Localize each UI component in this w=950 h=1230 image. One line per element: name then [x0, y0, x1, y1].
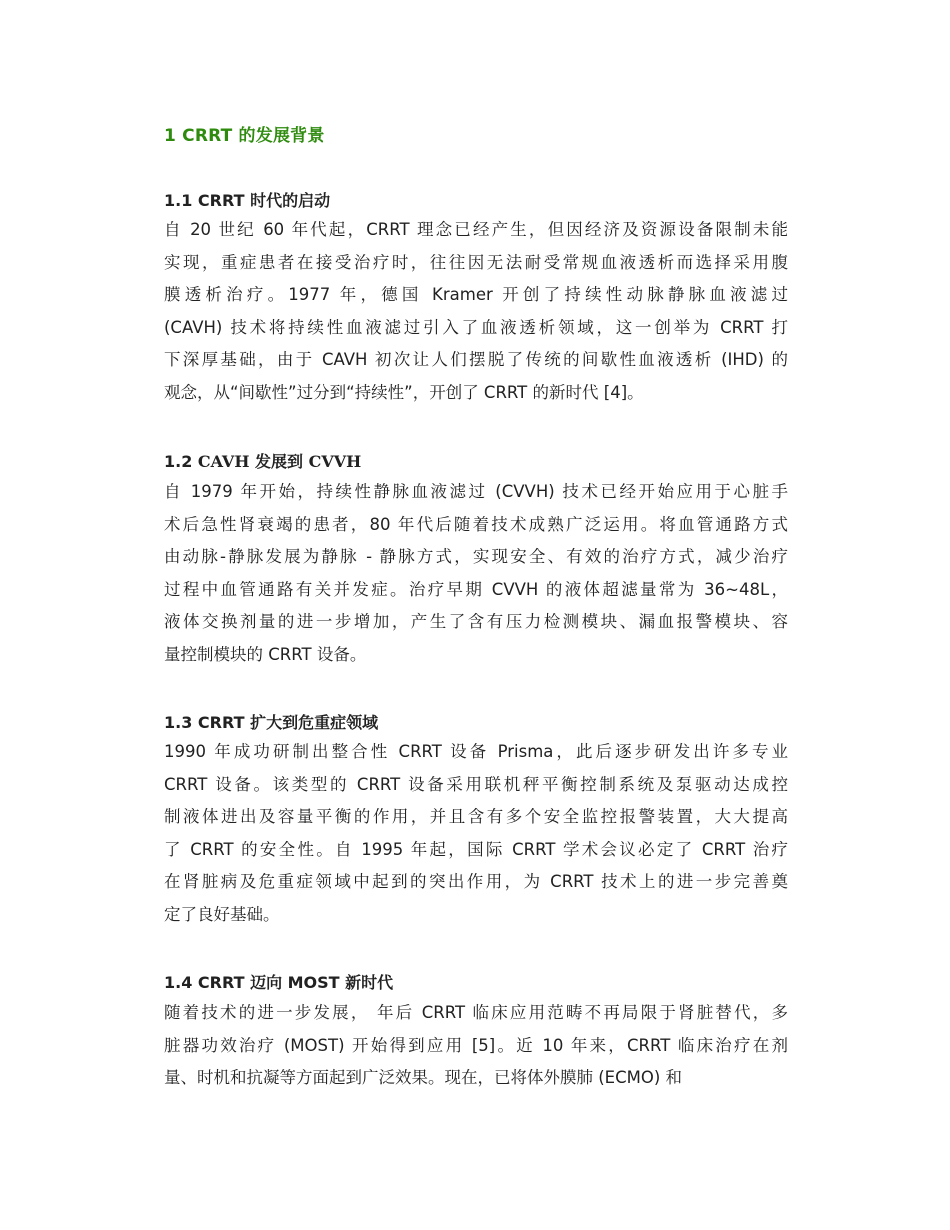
subsection-heading-1-3: 1.3 CRRT 扩大到危重症领域 — [164, 713, 379, 732]
paragraph-line: 膜透析治疗。1977 年，德国 Kramer 开创了持续性动脉静脉血液滤过 — [164, 285, 788, 304]
paragraph-line: (CAVH) 技术将持续性血液滤过引入了血液透析领域，这一创举为 CRRT 打 — [164, 317, 788, 337]
paragraph-1-3 — [164, 736, 788, 931]
paragraph-line: 脏器功效治疗 (MOST) 开始得到应用 [5]。近 10 年来，CRRT 临床治疗在剂 — [164, 1035, 788, 1055]
paragraph-1-2 — [164, 476, 788, 671]
paragraph-line: 自 1979 年开始，持续性静脉血液滤过 (CVVH) 技术已经开始应用于心脏手 — [164, 482, 788, 501]
paragraph-line: 定了良好基础。 — [164, 904, 280, 924]
paragraph-1-4 — [164, 997, 788, 1095]
paragraph-line: 术后急性肾衰竭的患者，80 年代后随着技术成熟广泛运用。将血管通路方式 — [164, 514, 788, 534]
paragraph-line: 随着技术的进一步发展， 年后 CRRT 临床应用范畴不再局限于肾脏替代，多 — [164, 1003, 788, 1022]
section-title: 1 CRRT 的发展背景 — [164, 126, 325, 146]
paragraph-line: 观念，从“间歇性”过分到“持续性”，开创了 CRRT 的新时代 [4]。 — [164, 382, 644, 402]
paragraph-line: 制液体进出及容量平衡的作用，并且含有多个安全监控报警装置，大大提高 — [164, 807, 788, 826]
paragraph-line: 液体交换剂量的进一步增加，产生了含有压力检测模块、漏血报警模块、容 — [164, 612, 788, 631]
paragraph-line: 在肾脏病及危重症领域中起到的突出作用，为 CRRT 技术上的进一步完善奠 — [164, 872, 788, 891]
subsection-heading-1-4: 1.4 CRRT 迈向 MOST 新时代 — [164, 973, 394, 992]
paragraph-line: 了 CRRT 的安全性。自 1995 年起，国际 CRRT 学术会议必定了 CRRT 治疗 — [164, 839, 788, 859]
paragraph-line: 自 20 世纪 60 年代起，CRRT 理念已经产生，但因经济及资源设备限制未能 — [164, 220, 788, 239]
paragraph-line: 下深厚基础，由于 CAVH 初次让人们摆脱了传统的间歇性血液透析 (IHD) 的 — [164, 350, 788, 369]
heading-number: 1.2 — [164, 452, 198, 471]
subsection-heading-1-2 — [164, 449, 361, 472]
paragraph-line: CRRT 设备。该类型的 CRRT 设备采用联机秤平衡控制系统及泵驱动达成控 — [164, 774, 788, 794]
paragraph-line: 由动脉-静脉发展为静脉 - 静脉方式，实现安全、有效的治疗方式，减少治疗 — [164, 547, 788, 566]
paragraph-line: 量、时机和抗凝等方面起到广泛效果。现在，已将体外膜肺 (ECMO) 和 — [164, 1068, 683, 1087]
heading-text: CAVH 发展到 CVVH — [197, 452, 362, 471]
paragraph-1-1 — [164, 214, 788, 409]
subsection-heading-1-1: 1.1 CRRT 时代的启动 — [164, 191, 331, 210]
paragraph-line: 1990 年成功研制出整合性 CRRT 设备 Prisma，此后逐步研发出许多专业 — [164, 742, 788, 761]
paragraph-line: 量控制模块的 CRRT 设备。 — [164, 644, 367, 664]
paragraph-line: 实现，重症患者在接受治疗时，往往因无法耐受常规血液透析而选择采用腹 — [164, 252, 788, 272]
paragraph-line: 过程中血管通路有关并发症。治疗早期 CVVH 的液体超滤量常为 36~48L， — [164, 579, 788, 599]
